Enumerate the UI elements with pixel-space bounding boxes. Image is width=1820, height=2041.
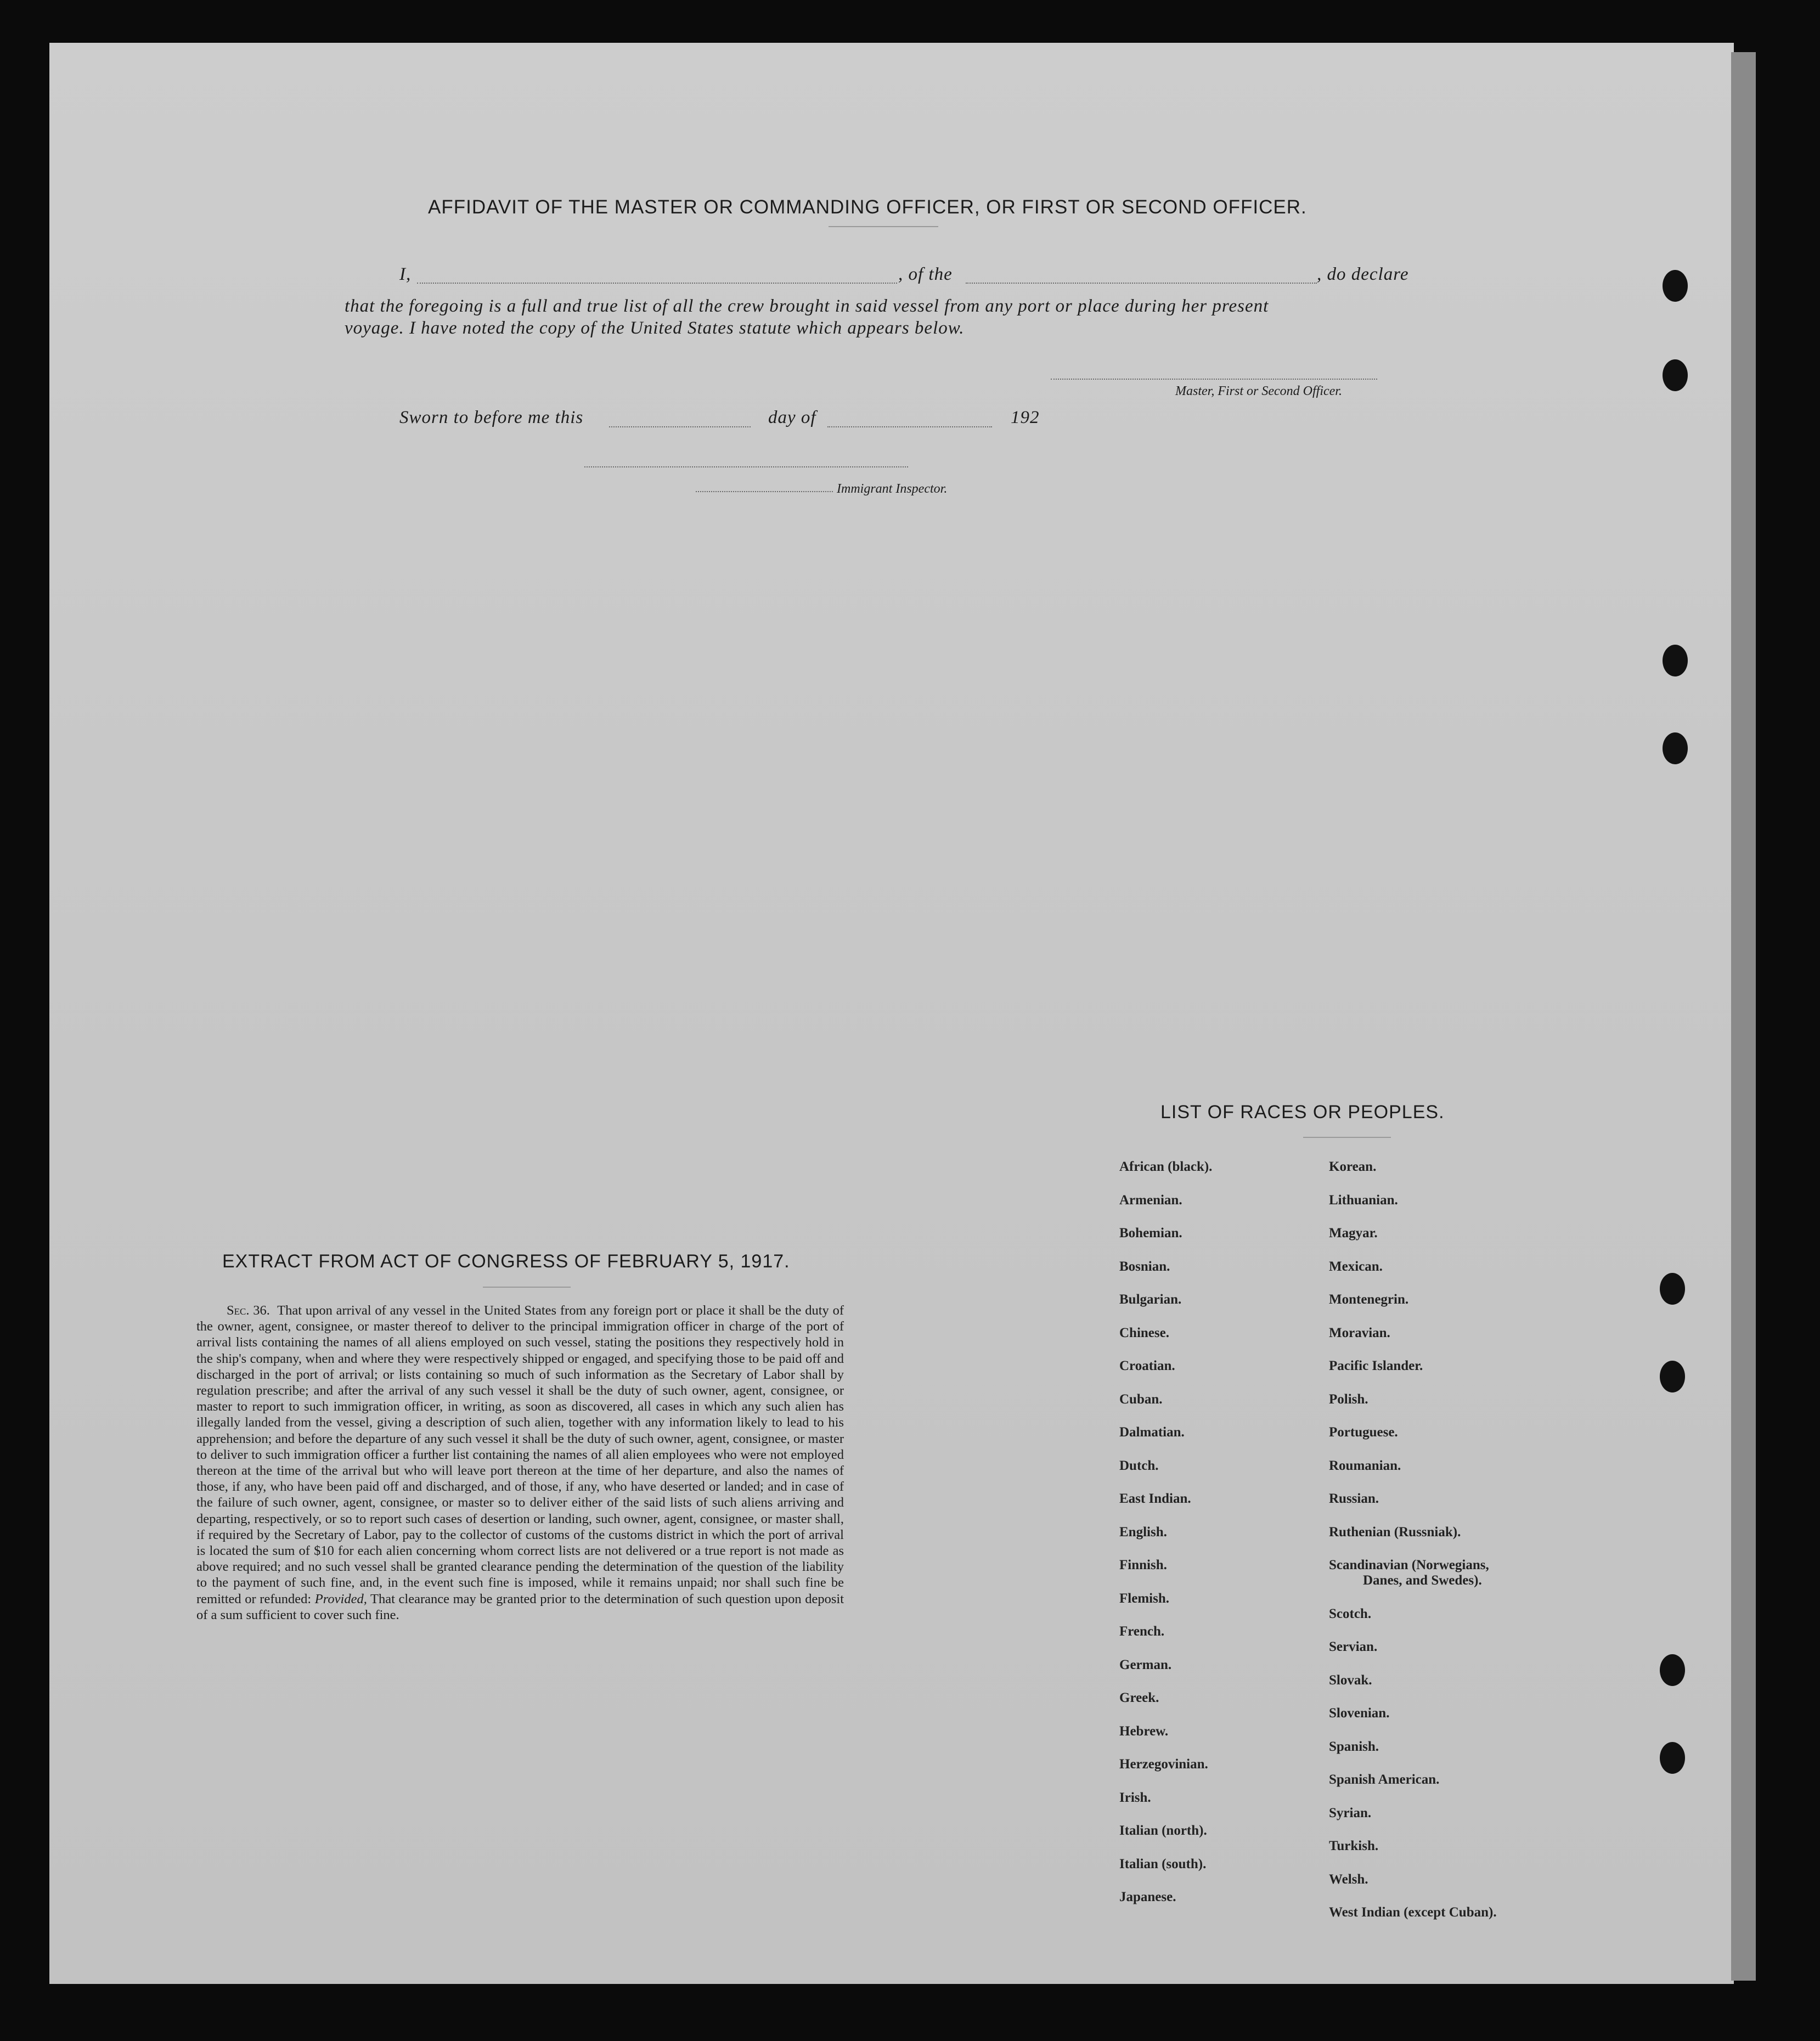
race-item: Pacific Islander. <box>1329 1358 1423 1373</box>
race-item: Spanish. <box>1329 1739 1379 1754</box>
race-item: French. <box>1119 1624 1165 1639</box>
race-item: Italian (north). <box>1119 1823 1207 1838</box>
race-item: Chinese. <box>1119 1325 1169 1340</box>
race-item: Slovenian. <box>1329 1706 1390 1721</box>
race-item: Japanese. <box>1119 1890 1176 1904</box>
race-item: Portuguese. <box>1329 1425 1398 1440</box>
affidavit-line2: that the foregoing is a full and true list of all the crew brought in said vessel from any port or place during her present <box>345 296 1269 316</box>
vessel-blank[interactable] <box>966 283 1317 284</box>
extract-text-2: That clearance may be granted prior to the determination of such question upon deposit of a sum sufficient to cover such fine. <box>196 1591 844 1622</box>
race-item: Welsh. <box>1329 1871 1368 1887</box>
race-item: Lithuanian. <box>1329 1192 1398 1208</box>
race-item: Syrian. <box>1329 1805 1372 1820</box>
race-item: Greek. <box>1119 1690 1159 1705</box>
punch-hole <box>1663 270 1688 302</box>
race-item: Bulgarian. <box>1119 1292 1182 1307</box>
race-item: Korean. <box>1329 1159 1377 1174</box>
sworn-prefix: Sworn to before me this <box>399 408 584 427</box>
signature-blank[interactable] <box>1051 379 1377 380</box>
race-item: Ruthenian (Russniak). <box>1329 1524 1461 1540</box>
race-item: Italian (south). <box>1119 1856 1207 1871</box>
race-item: Finnish. <box>1119 1558 1167 1572</box>
race-item: West Indian (except Cuban). <box>1329 1905 1497 1920</box>
extract-provided: Provided, <box>314 1591 367 1606</box>
race-item: Bosnian. <box>1119 1259 1170 1274</box>
punch-hole <box>1660 1742 1685 1774</box>
race-item: Moravian. <box>1329 1325 1390 1340</box>
sworn-day-blank[interactable] <box>609 426 751 427</box>
race-item: Magyar. <box>1329 1226 1378 1241</box>
inspector-signature-blank[interactable] <box>584 466 908 467</box>
punch-hole <box>1660 1361 1685 1392</box>
affidavit-i: I, <box>399 264 412 284</box>
race-item: Turkish. <box>1329 1839 1379 1853</box>
race-item: African (black). <box>1119 1159 1213 1174</box>
races-title: LIST OF RACES OR PEOPLES. <box>1160 1102 1445 1123</box>
page-edge <box>1731 52 1756 1981</box>
name-blank[interactable] <box>417 283 897 284</box>
race-item: Cuban. <box>1119 1391 1163 1407</box>
sworn-day-of: day of <box>768 408 816 427</box>
affidavit-line3: voyage. I have noted the copy of the United States statute which appears below. <box>345 318 965 338</box>
race-item: Scotch. <box>1329 1606 1372 1621</box>
race-item: Mexican. <box>1329 1259 1383 1274</box>
race-item: Slovak. <box>1329 1672 1372 1688</box>
affidavit-of-the: , of the <box>898 264 953 284</box>
extract-text-1: That upon arrival of any vessel in the United States from any foreign port or place it shall be the duty of the owner, agent, consignee, or master thereof to deliver to the principal immigration officer in charge of the port of arrival lists containing the names of all aliens employed on such vessel, stating the positions they respectively hold in the ship's company, when and where they were respectively shipped or engaged, and specifying those to be paid off and discharged in the port of arrival; or lists containing so much of such information as the Secretary of Labor shall by regulation prescribe; and after the arrival of any such vessel it shall be the duty of such owner, agent, consignee, or master to report to such immigration officer, in writing, as soon as discovered, all cases in which any such alien has illegally landed from the vessel, giving a description of such alien, together with any information likely to lead to his apprehension; and before the departure of any such vessel it shall be the duty of such owner, agent, consignee, or master to deliver to such immigration officer a further list containing the names of all alien employees who were not employed thereon at the time of the arrival but who will leave port thereon at the time of her departure, and also the names of those, if any, who have been paid off and discharged, and of those, if any, who have deserted or landed; and in case of the failure of such owner, agent, consignee, or master so to deliver either of the said lists of such aliens arriving and departing, respectively, or so to report such cases of desertion or landing, such owner, agent, consignee, or master shall, if required by the Secretary of Labor, pay to the collector of customs of the customs district in which the port of arrival is located the sum of $10 for each alien concerning whom correct lists are not delivered or a true report is not made as above required; and no such vessel shall be granted clearance pending the determination of the question of the liability to the payment of such fine, and, in the event such fine is imposed, while it remains unpaid; nor shall such fine be remitted or refunded: <box>196 1303 844 1606</box>
race-item: East Indian. <box>1119 1491 1191 1506</box>
race-item: German. <box>1119 1657 1172 1672</box>
race-item: Croatian. <box>1119 1358 1175 1373</box>
races-title-underline <box>1303 1137 1391 1138</box>
race-item: Russian. <box>1329 1491 1379 1506</box>
race-item: Scandinavian (Norwegians, <box>1329 1558 1489 1572</box>
race-item: Bohemian. <box>1119 1226 1182 1241</box>
affidavit-title: AFFIDAVIT OF THE MASTER OR COMMANDING OFFICER, OR FIRST OR SECOND OFFICER. <box>428 196 1307 218</box>
race-item: Roumanian. <box>1329 1458 1401 1473</box>
sworn-month-blank[interactable] <box>827 426 992 427</box>
punch-hole <box>1660 1273 1685 1305</box>
race-item: Dutch. <box>1119 1458 1159 1473</box>
race-item: Flemish. <box>1119 1591 1169 1606</box>
punch-hole <box>1663 732 1688 764</box>
race-item: Servian. <box>1329 1639 1378 1654</box>
extract-title-underline <box>483 1287 571 1288</box>
extract-body <box>196 1303 844 1623</box>
signature-caption: Master, First or Second Officer. <box>1175 384 1342 398</box>
race-item: Irish. <box>1119 1790 1151 1805</box>
race-item: Armenian. <box>1119 1192 1182 1208</box>
inspector-name-blank[interactable] <box>696 491 833 492</box>
race-item: Polish. <box>1329 1391 1368 1407</box>
race-item: Spanish American. <box>1329 1772 1440 1787</box>
affidavit-declare: , do declare <box>1317 264 1409 284</box>
punch-hole <box>1660 1654 1685 1686</box>
punch-hole <box>1663 359 1688 391</box>
punch-hole <box>1663 645 1688 676</box>
race-item: Danes, and Swedes). <box>1363 1573 1482 1588</box>
sworn-year: 192 <box>1011 408 1040 427</box>
race-item: Montenegrin. <box>1329 1292 1409 1307</box>
race-item: Hebrew. <box>1119 1723 1169 1739</box>
race-item: Dalmatian. <box>1119 1425 1185 1440</box>
inspector-caption: Immigrant Inspector. <box>837 482 948 496</box>
race-item: Herzegovinian. <box>1119 1757 1208 1772</box>
section-label: Sec. 36. <box>227 1303 270 1318</box>
race-item: English. <box>1119 1524 1167 1540</box>
extract-title: EXTRACT FROM ACT OF CONGRESS OF FEBRUARY 5, 1917. <box>222 1251 790 1272</box>
title-underline <box>829 226 938 227</box>
